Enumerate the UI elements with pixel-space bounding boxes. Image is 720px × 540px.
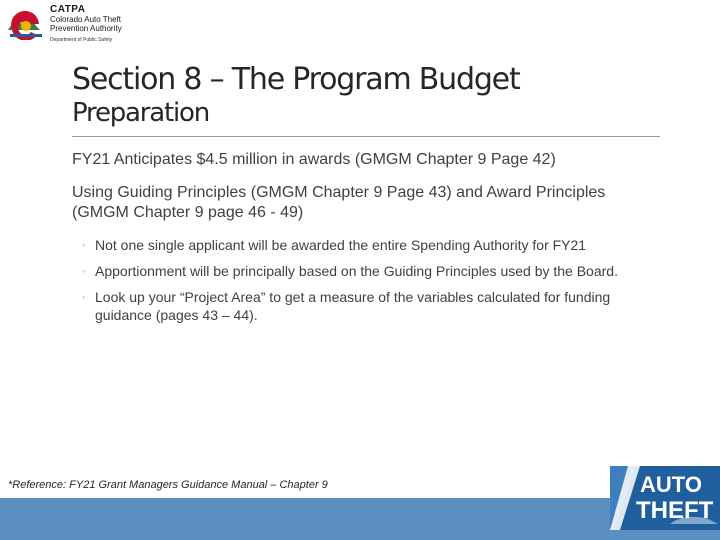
body-paragraph-awards: FY21 Anticipates $4.5 million in awards (GMGM Chapter 9 Page 42) bbox=[72, 151, 556, 168]
list-item-text: Look up your “Project Area” to get a measure of the variables calculated for funding guidance (pages 43 – 44). bbox=[95, 289, 611, 323]
catpa-logo bbox=[6, 4, 136, 46]
badge-line1: AUTO bbox=[640, 472, 702, 497]
bullet-icon: ◦ bbox=[82, 292, 86, 302]
sub-bullet-list bbox=[72, 236, 657, 324]
auto-theft-badge-icon bbox=[610, 466, 720, 530]
list-item-text: Not one single applicant will be awarded the entire Spending Authority for FY21 bbox=[95, 237, 587, 253]
badge-line2: THEFT bbox=[636, 497, 714, 524]
logo-name-line1: Colorado Auto Theft bbox=[50, 15, 122, 24]
list-item bbox=[72, 288, 657, 324]
list-item bbox=[72, 262, 657, 280]
bullet-icon: ◦ bbox=[82, 266, 86, 276]
title-divider bbox=[72, 136, 660, 137]
colorado-c-logo-icon bbox=[6, 6, 46, 40]
logo-abbreviation: CATPA bbox=[50, 4, 86, 15]
reference-note: *Reference: FY21 Grant Managers Guidance Manual – Chapter 9 bbox=[8, 479, 328, 491]
body-paragraph-principles: Using Guiding Principles (GMGM Chapter 9 Page 43) and Award Principles (GMGM Chapter 9 page 46 - 49) bbox=[72, 184, 606, 221]
slide-body bbox=[72, 150, 657, 332]
logo-subtitle: Department of Public Safety bbox=[50, 37, 113, 43]
slide-title-line2: Preparation bbox=[72, 98, 209, 128]
slide-title bbox=[72, 62, 652, 128]
bullet-icon: ◦ bbox=[82, 240, 86, 250]
slide-title-line1: Section 8 – The Program Budget bbox=[72, 62, 520, 97]
list-item bbox=[72, 236, 657, 254]
list-item-text: Apportionment will be principally based on the Guiding Principles used by the Board. bbox=[95, 263, 618, 279]
logo-name-line2: Prevention Authority bbox=[50, 24, 122, 33]
